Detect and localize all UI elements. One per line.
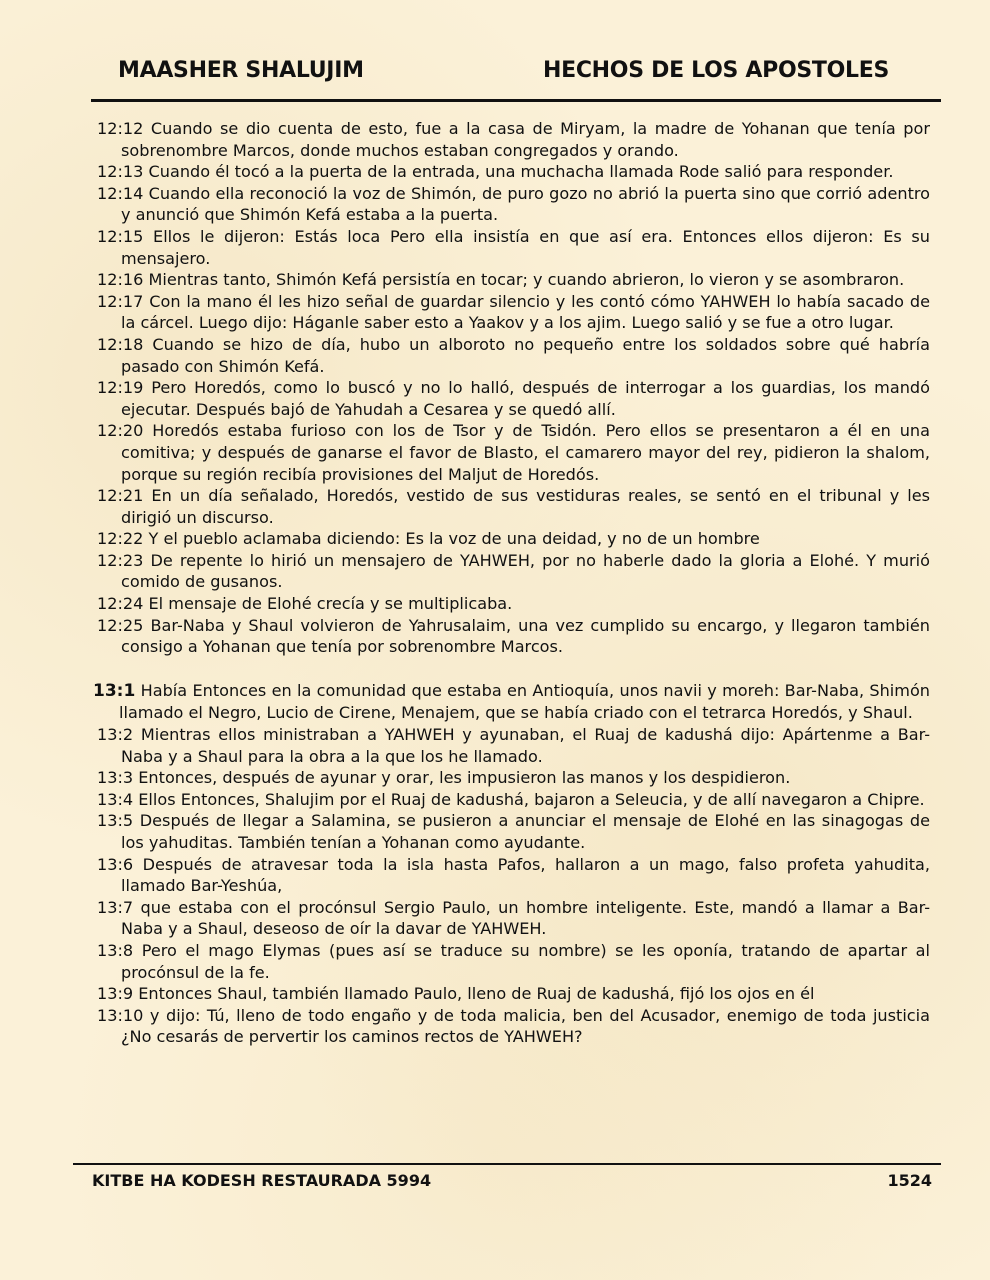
verse-ref: 13:5 bbox=[97, 811, 134, 831]
footer-title: KITBE HA KODESH RESTAURADA 5994 bbox=[92, 1171, 432, 1190]
running-header-right: HECHOS DE LOS APOSTOLES bbox=[543, 58, 889, 83]
verse-ref: 12:23 bbox=[97, 550, 144, 570]
verse-text: El mensaje de Elohé crecía y se multiplicaba. bbox=[148, 594, 513, 614]
verse-text: Después de atravesar toda la isla hasta Pafos, hallaron a un mago, falso profeta yahudita, llamado Bar-Yeshúa, bbox=[121, 854, 930, 896]
verse-text: Cuando ella reconoció la voz de Shimón, de puro gozo no abrió la puerta sino que corrió adentro y anunció que Shimón Kefá estaba a la puerta. bbox=[121, 183, 930, 225]
verse-text: Pero Horedós, como lo buscó y no lo halló, después de interrogar a los guardias, los mandó ejecutar. Después bajó de Yahudah a Cesarea y se quedó allí. bbox=[121, 378, 930, 419]
verse-ref: 12:13 bbox=[97, 162, 144, 182]
verse bbox=[97, 118, 930, 161]
verse-ref: 13:8 bbox=[97, 940, 134, 960]
verse bbox=[97, 940, 930, 983]
verse-ref: 12:12 bbox=[97, 119, 144, 138]
verse bbox=[97, 550, 930, 593]
header-rule bbox=[91, 99, 941, 102]
running-header-left: MAASHER SHALUJIM bbox=[118, 58, 364, 83]
verse-ref: 13:1 bbox=[93, 680, 136, 701]
verse bbox=[97, 767, 930, 789]
verse-ref: 12:18 bbox=[97, 334, 144, 354]
verse-ref: 12:22 bbox=[97, 529, 144, 549]
footer-rule bbox=[73, 1163, 941, 1165]
verse-text: En un día señalado, Horedós, vestido de sus vestiduras reales, se sentó en el tribunal y les dirigió un discurso. bbox=[121, 486, 930, 527]
chapter-12-verses bbox=[97, 118, 930, 658]
verse-text: Cuando se dio cuenta de esto, fue a la casa de Miryam, la madre de Yohanan que tenía por sobrenombre Marcos, donde muchos estaban congregados y orando. bbox=[121, 119, 930, 160]
verse-text: Entonces, después de ayunar y orar, les impusieron las manos y los despidieron. bbox=[138, 768, 791, 788]
verse-text: Bar-Naba y Shaul volvieron de Yahrusalaim, una vez cumplido su encargo, y llegaron también consigo a Yohanan que tenía por sobrenombre Marcos. bbox=[121, 615, 930, 657]
verse-ref: 12:25 bbox=[97, 615, 144, 635]
verse bbox=[97, 789, 930, 811]
verse-text: Ellos Entonces, Shalujim por el Ruaj de kadushá, bajaron a Seleucia, y de allí navegaron a Chipre. bbox=[138, 789, 925, 809]
verse bbox=[97, 897, 930, 940]
verse bbox=[97, 183, 930, 226]
verse-text: Ellos le dijeron: Estás loca Pero ella insistía en que así era. Entonces ellos dijeron: Es su mensajero. bbox=[121, 226, 930, 268]
verse bbox=[97, 269, 930, 291]
verse-ref: 12:19 bbox=[97, 378, 144, 398]
verse-ref: 12:21 bbox=[97, 486, 144, 506]
verse-ref: 13:7 bbox=[97, 897, 134, 917]
page-body bbox=[93, 118, 931, 1048]
verse-text: y dijo: Tú, lleno de todo engaño y de toda malicia, ben del Acusador, enemigo de toda justicia ¿No cesarás de pervertir los caminos rectos de YAHWEH? bbox=[121, 1005, 930, 1047]
verse-ref: 12:16 bbox=[97, 270, 144, 290]
verse-text: Cuando se hizo de día, hubo un alboroto no pequeño entre los soldados sobre qué habría pasado con Shimón Kefá. bbox=[121, 334, 931, 376]
verse-text: Horedós estaba furioso con los de Tsor y de Tsidón. Pero ellos se presentaron a él en una comitiva; y después de ganarse el favor de Blasto, el camarero mayor del rey, pidieron la shalom, porque su región recibía provisiones del Maljut de Horedós. bbox=[121, 421, 930, 484]
verse-text: Y el pueblo aclamaba diciendo: Es la voz de una deidad, y no de un hombre bbox=[148, 529, 760, 549]
verse-ref: 13:2 bbox=[97, 725, 134, 745]
verse bbox=[97, 1005, 930, 1048]
verse-text: Mientras ellos ministraban a YAHWEH y ayunaban, el Ruaj de kadushá dijo: Apártenme a Bar-Naba y a Shaul para la obra a la que los he llamado. bbox=[121, 725, 930, 766]
verse bbox=[97, 983, 930, 1005]
verse bbox=[97, 377, 930, 420]
verse bbox=[97, 615, 930, 658]
verse bbox=[97, 724, 930, 767]
verse-ref: 13:10 bbox=[97, 1005, 144, 1025]
verse-ref: 13:4 bbox=[97, 789, 134, 809]
page-number: 1524 bbox=[887, 1171, 932, 1190]
verse-ref: 13:3 bbox=[97, 768, 134, 788]
verse bbox=[97, 226, 930, 269]
verse-text: Entonces Shaul, también llamado Paulo, lleno de Ruaj de kadushá, fijó los ojos en él bbox=[138, 984, 815, 1004]
verse-text: Con la mano él les hizo señal de guardar silencio y les contó cómo YAHWEH lo había sacado de la cárcel. Luego dijo: Háganle saber esto a Yaakov y a los ajim. Luego salió y se fue a otro lugar. bbox=[121, 291, 930, 333]
verse-text: Mientras tanto, Shimón Kefá persistía en tocar; y cuando abrieron, lo vieron y se asombraron. bbox=[148, 270, 905, 290]
verse bbox=[97, 528, 930, 550]
verse-text: que estaba con el procónsul Sergio Paulo, un hombre inteligente. Este, mandó a llamar a Bar-Naba y a Shaul, deseoso de oír la davar de YAHWEH. bbox=[121, 897, 930, 939]
verse-13-1 bbox=[93, 680, 931, 724]
verse-text: Cuando él tocó a la puerta de la entrada, una muchacha llamada Rode salió para responder. bbox=[148, 162, 894, 182]
verse bbox=[97, 334, 931, 377]
verse-ref: 13:9 bbox=[97, 984, 134, 1004]
verse-ref: 12:24 bbox=[97, 594, 144, 614]
verse-ref: 12:14 bbox=[97, 183, 144, 203]
verse bbox=[97, 485, 930, 528]
verse bbox=[97, 810, 930, 853]
verse bbox=[97, 291, 930, 334]
verse bbox=[97, 593, 930, 615]
verse-ref: 12:17 bbox=[97, 291, 144, 311]
verse bbox=[97, 420, 930, 485]
verse bbox=[97, 161, 930, 183]
verse-text: Pero el mago Elymas (pues así se traduce su nombre) se les oponía, tratando de apartar al procónsul de la fe. bbox=[121, 940, 930, 982]
chapter-13-verses bbox=[97, 724, 930, 1048]
verse-text: Después de llegar a Salamina, se pusieron a anunciar el mensaje de Elohé en las sinagogas de los yahuditas. También tenían a Yohanan como ayudante. bbox=[121, 811, 930, 852]
verse-ref: 12:20 bbox=[97, 421, 144, 441]
verse-text: Había Entonces en la comunidad que estaba en Antioquía, unos navii y moreh: Bar-Naba, Shimón llamado el Negro, Lucio de Cirene, Menajem, que se había criado con el tetrarca Horedós, y Shaul. bbox=[119, 680, 931, 723]
verse bbox=[97, 854, 930, 897]
verse-ref: 13:6 bbox=[97, 854, 134, 874]
verse-text: De repente lo hirió un mensajero de YAHWEH, por no haberle dado la gloria a Elohé. Y murió comido de gusanos. bbox=[121, 550, 930, 592]
verse-ref: 12:15 bbox=[97, 226, 144, 246]
